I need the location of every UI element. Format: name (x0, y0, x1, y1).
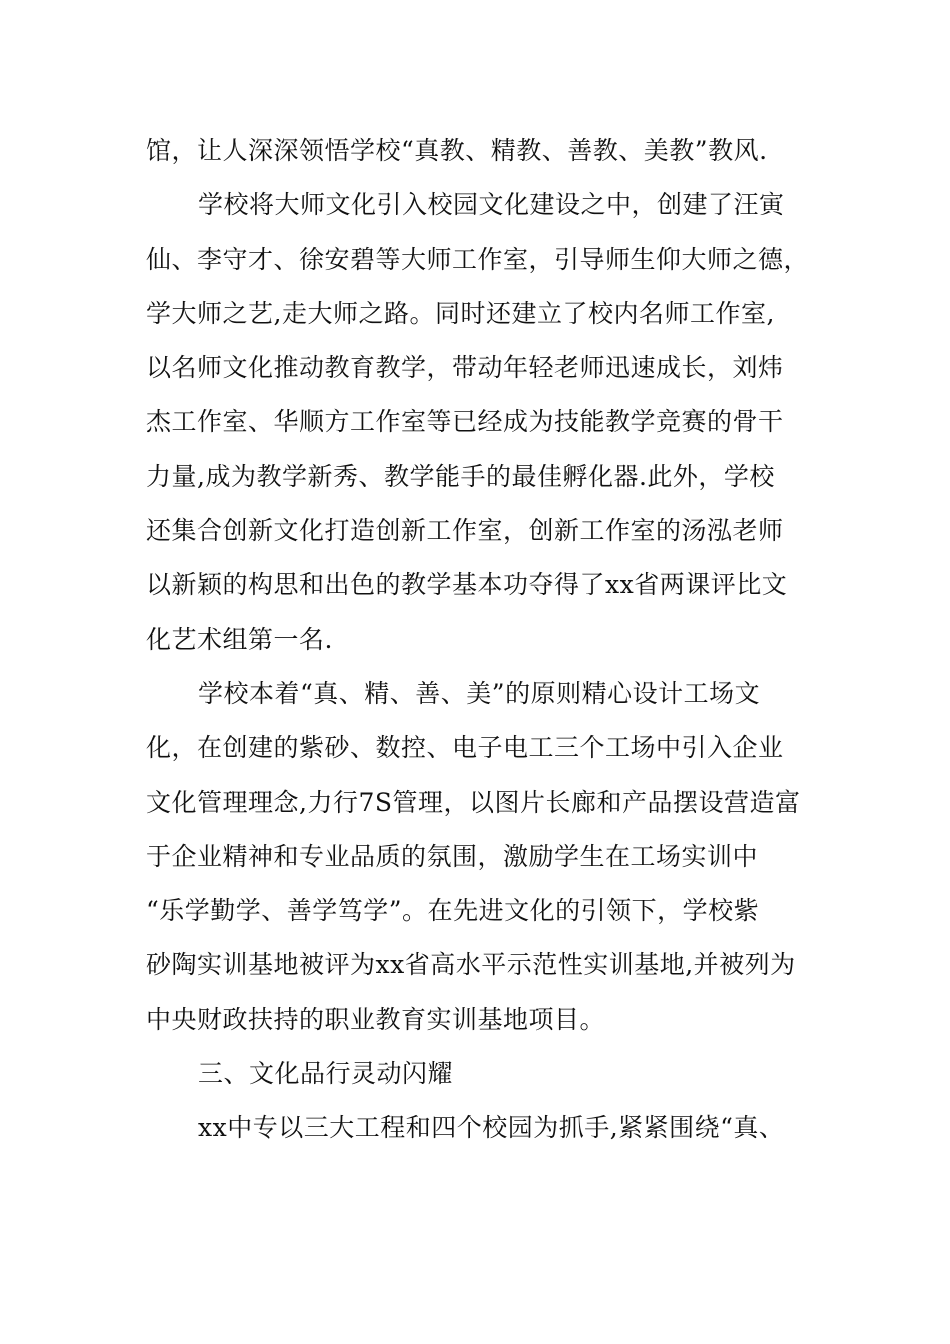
paragraph-start-line-19: xx中专以三大工程和四个校园为抓手,紧紧围绕“真、 (198, 1113, 785, 1143)
text-line-12: 化，在创建的紫砂、数控、电子电工三个工场中引入企业 (146, 733, 784, 763)
section-heading: 三、文化品行灵动闪耀 (198, 1059, 454, 1089)
text-line-9: 以新颖的构思和出色的教学基本功夺得了xx省两课评比文 (146, 570, 788, 600)
text-line-6: 杰工作室、华顺方工作室等已经成为技能教学竞赛的骨干 (146, 407, 784, 437)
paragraph-start-line-2: 学校将大师文化引入校园文化建设之中，创建了汪寅 (198, 190, 785, 220)
text-line-16: 砂陶实训基地被评为xx省高水平示范性实训基地,并被列为 (146, 950, 796, 980)
text-line-3: 仙、李守才、徐安碧等大师工作室，引导师生仰大师之德， (146, 244, 810, 274)
paragraph-start-line-11: 学校本着“真、精、善、美”的原则精心设计工场文 (198, 678, 761, 708)
text-line-15: “乐学勤学、善学笃学”。在先进文化的引领下，学校紫 (146, 896, 760, 926)
text-line-5: 以名师文化推动教育教学，带动年轻老师迅速成长，刘炜 (146, 353, 784, 383)
document-body (146, 124, 810, 1156)
text-line-7: 力量,成为教学新秀、教学能手的最佳孵化器.此外，学校 (146, 461, 775, 491)
text-line-17: 中央财政扶持的职业教育实训基地项目。 (146, 1004, 606, 1034)
text-line-14: 于企业精神和专业品质的氛围，激励学生在工场实训中 (146, 841, 759, 871)
text-line-4: 学大师之艺,走大师之路。同时还建立了校内名师工作室, (146, 298, 775, 328)
text-line-1: 馆，让人深深领悟学校“真教、精教、善教、美教”教风. (146, 136, 768, 165)
text-line-13: 文化管理理念,力行7S管理，以图片长廊和产品摆设营造富 (146, 787, 801, 817)
text-line-8: 还集合创新文化打造创新工作室，创新工作室的汤泓老师 (146, 516, 784, 546)
text-line-10: 化艺术组第一名. (146, 624, 333, 654)
